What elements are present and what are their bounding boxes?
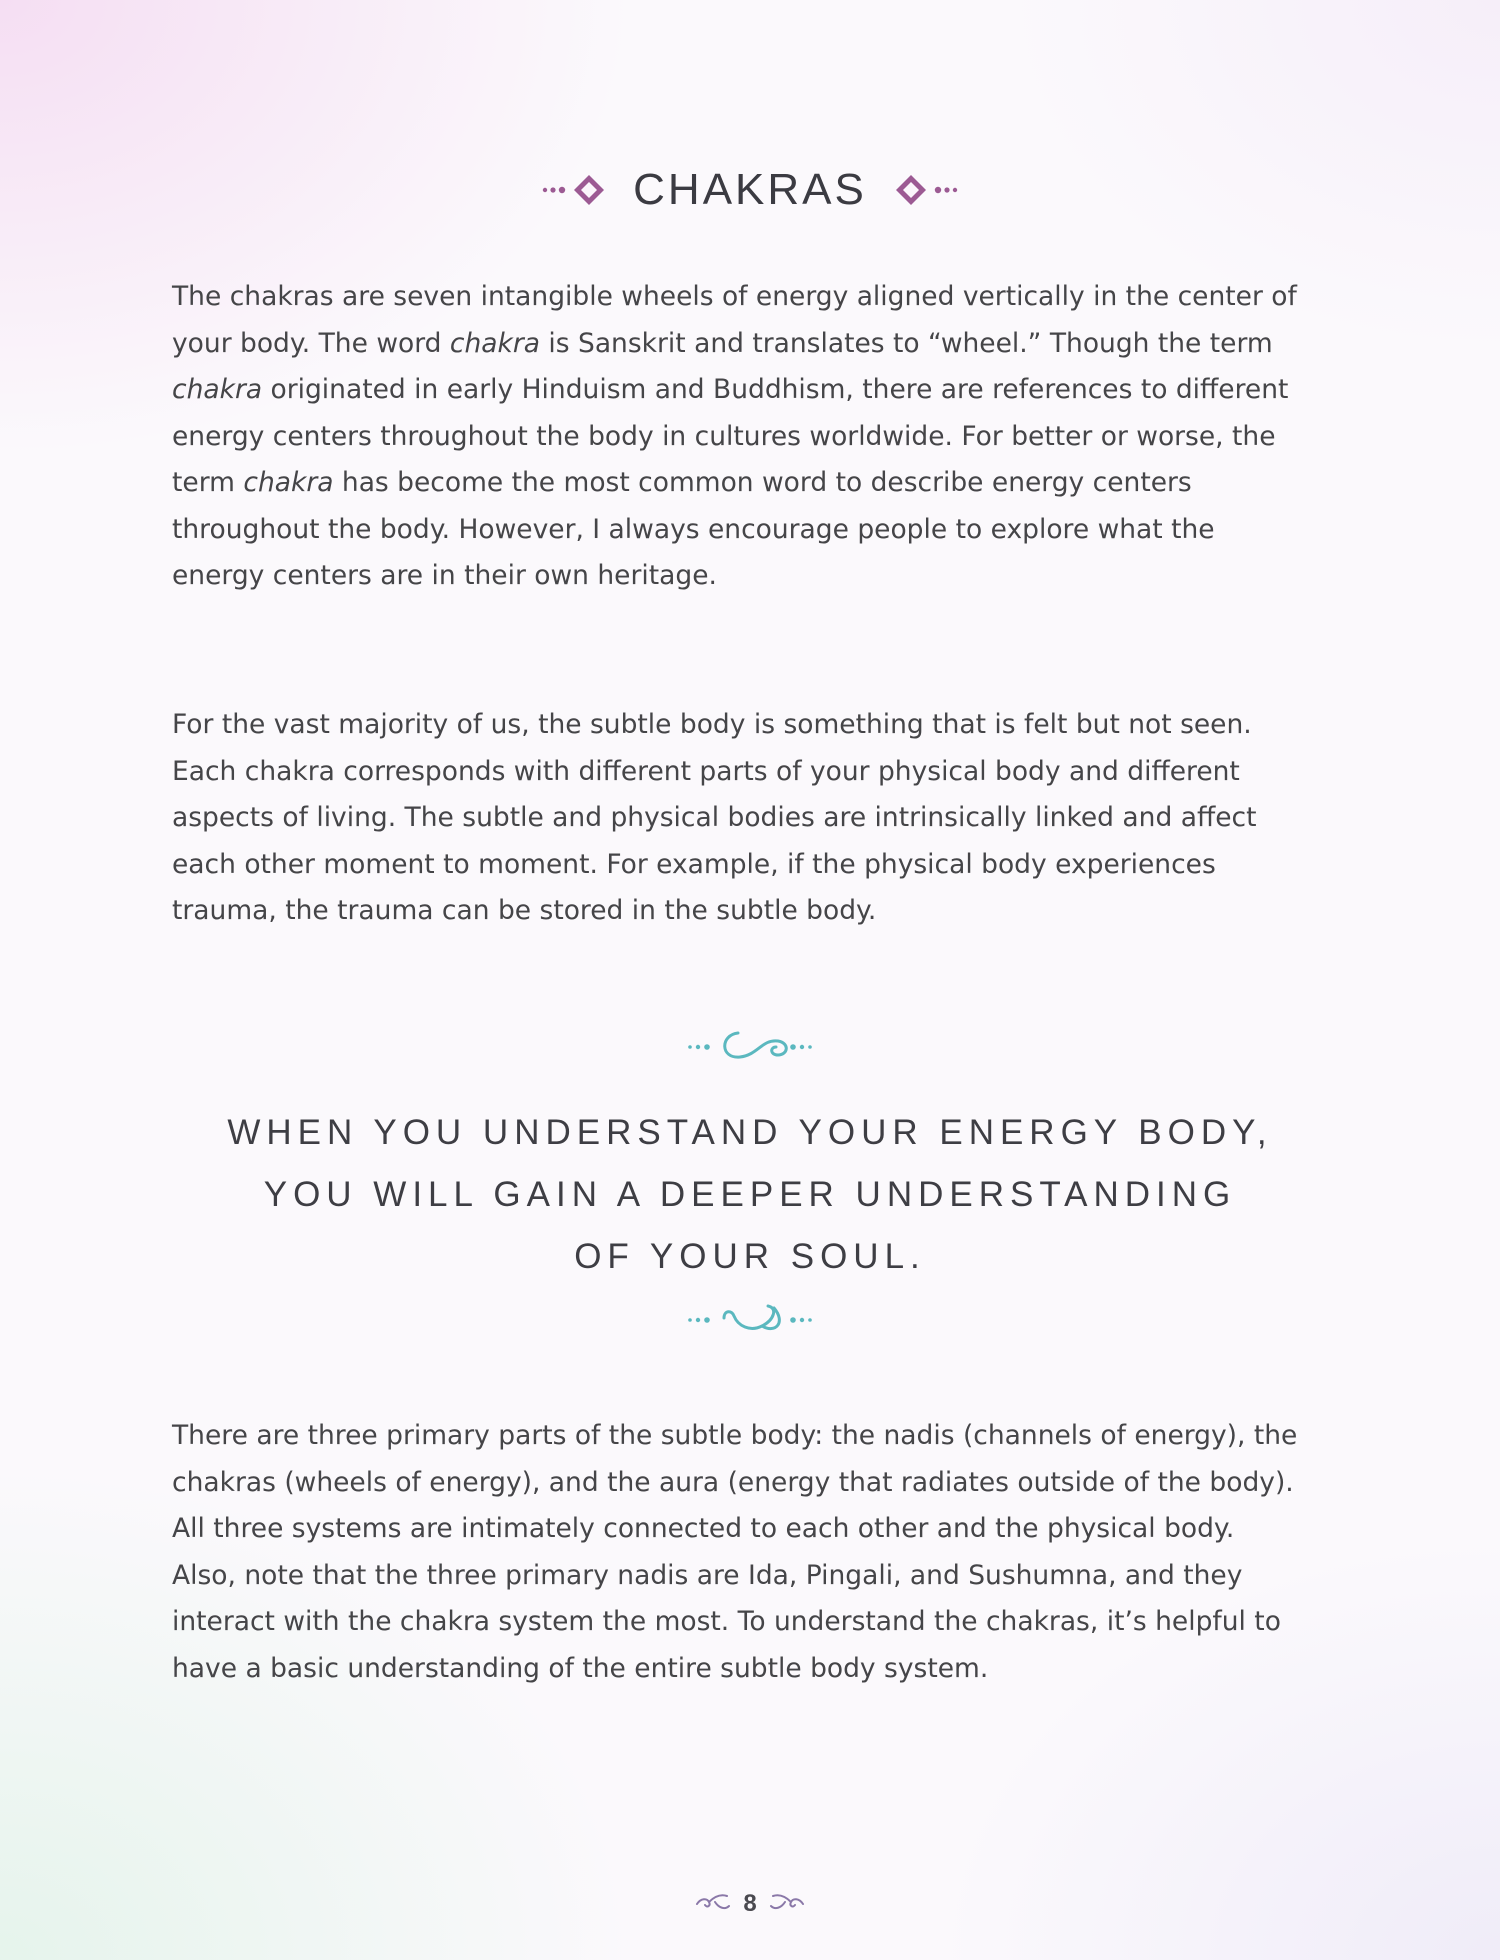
page-footer xyxy=(0,1890,1500,1918)
term-chakra: chakra xyxy=(449,327,540,359)
dots-diamond-ornament-icon xyxy=(541,173,607,207)
pull-quote xyxy=(150,1102,1350,1288)
page-title: CHAKRAS xyxy=(633,165,867,214)
paragraph-intro-text: has become the most common word to describe energy centers throughout the body. However, I always encourage people to explore what the energy centers are in their own heritage. xyxy=(172,467,1215,591)
term-chakra: chakra xyxy=(172,374,263,405)
paragraph-intro-text: originated in early Hinduism and Buddhism, there are references to different energy centers throughout the body in cultures worldwide. For better or worse, the term xyxy=(172,374,1289,498)
term-chakra: chakra xyxy=(243,467,334,498)
paragraph-subtle-body: For the vast majority of us, the subtle body is something that is felt but not seen. Each chakra corresponds with different parts of your physical body and different aspects of living. The subtle and physical bodies are intrinsically linked and affect each other moment to moment. For example, if the physical body experiences trauma, the trauma can be stored in the subtle body. xyxy=(172,709,1257,926)
paragraph-subtle-body-parts: There are three primary parts of the subtle body: the nadis (channels of energy), the chakras (wheels of energy), and the aura (energy that radiates outside of the body). All three systems are intimately connected to each other and the physical body. Also, note that the three primary nadis are Ida, Pingali, and Sushumna, and they interact with the chakra system the most. To understand the chakras, it’s helpful to have a basic understanding of the entire subtle body system. xyxy=(172,1420,1298,1684)
paragraph-intro-text: The chakras are seven intangible wheels of energy aligned vertically in the center of your body. The word xyxy=(172,281,1297,359)
paragraph-intro-text: is Sanskrit and translates to “wheel.” Though the term xyxy=(539,327,1273,359)
pull-quote-line: YOU WILL GAIN A DEEPER UNDERSTANDING xyxy=(263,1175,1237,1214)
swirl-ornament-icon xyxy=(767,1890,807,1918)
pull-quote-line: WHEN YOU UNDERSTAND YOUR ENERGY BODY, xyxy=(227,1113,1273,1152)
paragraph-intro xyxy=(172,274,1302,600)
wave-flourish-icon xyxy=(0,1300,1500,1340)
swirl-ornament-icon xyxy=(693,1890,733,1918)
pull-quote-line: OF YOUR SOUL. xyxy=(574,1237,926,1276)
section-heading xyxy=(0,165,1500,215)
diamond-dots-ornament-icon xyxy=(893,173,959,207)
page-number: 8 xyxy=(743,1890,757,1917)
wave-flourish-icon xyxy=(0,1025,1500,1065)
